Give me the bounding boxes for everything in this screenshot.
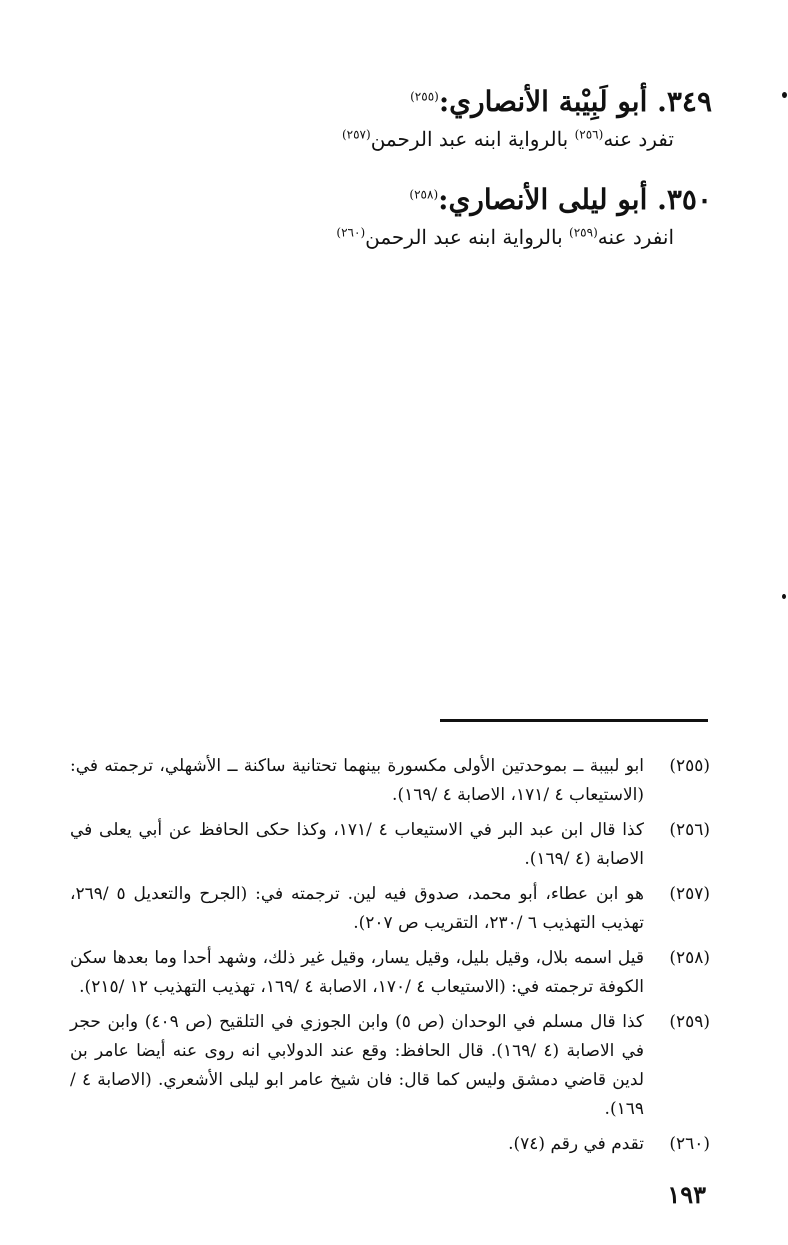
footnote-number: (٢٥٧)	[669, 884, 710, 904]
entry-350	[112, 180, 712, 254]
footnote-number: (٢٥٥)	[669, 756, 710, 776]
entry-heading	[112, 180, 712, 220]
footnote-text: كذا قال ابن عبد البر في الاستيعاب ٤ /١٧١، وكذا حكى الحافظ عن أبي يعلى في الاصابة (٤ /١٦٩).	[70, 820, 644, 869]
heading-footnote-ref: (٢٥٥)	[410, 89, 439, 104]
entry-line-rest: بالرواية ابنه عبد الرحمن	[370, 127, 575, 151]
line-footnote-ref: (٢٥٧)	[341, 127, 371, 142]
footnote-separator	[440, 719, 708, 722]
line-footnote-ref: (٢٥٩)	[569, 225, 598, 240]
line-footnote-ref: (٢٥٦)	[574, 127, 604, 142]
footnotes	[70, 752, 710, 1165]
entry-line	[112, 220, 674, 254]
footnote-number: (٢٥٦)	[669, 820, 710, 840]
footnote-text: هو ابن عطاء، أبو محمد، صدوق فيه لين. ترجمته في: (الجرح والتعديل ٥ /٢٦٩، تهذيب التهذيب ٦ /٢٣٠، التقريب ص ٢٠٧).	[70, 884, 644, 933]
heading-footnote-ref: (٢٥٨)	[409, 187, 439, 202]
footnote-257	[70, 880, 710, 938]
footnote-text: ابو لبيبة ــ بموحدتين الأولى مكسورة بينهما تحتانية ساكنة ــ الأشهلي، ترجمته في: (الاستيعاب ٤ /١٧١، الاصابة ٤ /١٦٩).	[70, 756, 644, 805]
footnote-number: (٢٥٩)	[669, 1012, 710, 1032]
entry-heading-text: ٣٤٩. أبو لَبِيْبة الأنصاري:	[438, 85, 712, 118]
line-footnote-ref: (٢٦٠)	[336, 225, 366, 240]
footnote-255	[70, 752, 710, 810]
page-number: ١٩٣	[667, 1180, 706, 1209]
entry-heading-text: ٣٥٠. أبو ليلى الأنصاري:	[438, 183, 712, 216]
footnote-number: (٢٦٠)	[669, 1134, 710, 1154]
footnote-text: قيل اسمه بلال، وقيل بليل، وقيل يسار، وقيل غير ذلك، وشهد أحدا وما بعدها سكن الكوفة ترجمته في: (الاستيعاب ٤ /١٧٠، الاصابة ٤ /١٦٩، تهذيب التهذيب ١٢ /٢١٥).	[70, 948, 644, 997]
entry-line	[112, 122, 674, 156]
scan-mark	[782, 92, 787, 98]
entry-heading	[112, 82, 712, 122]
footnote-259	[70, 1008, 710, 1124]
entry-line-rest: بالرواية ابنه عبد الرحمن	[365, 225, 570, 249]
scan-mark	[782, 594, 786, 599]
entry-line-start: انفرد عنه	[597, 225, 674, 249]
entry-line-start: تفرد عنه	[603, 127, 674, 151]
footnote-text: كذا قال مسلم في الوحدان (ص ٥) وابن الجوزي في التلقيح (ص ٤٠٩) وابن حجر في الاصابة (٤ /١٦٩). قال الحافظ: وقع عند الدولابي انه روى عنه أيضا عامر بن لدين قاضي دمشق وليس كما قال: فان شيخ عامر ابو ليلى الأشعري. (الاصابة ٤ /١٦٩).	[70, 1012, 645, 1119]
footnote-260	[70, 1130, 710, 1159]
footnote-256	[70, 816, 710, 874]
entry-349	[112, 82, 712, 156]
footnote-number: (٢٥٨)	[669, 948, 710, 968]
footnote-258	[70, 944, 710, 1002]
footnote-text: تقدم في رقم (٧٤).	[508, 1134, 644, 1154]
